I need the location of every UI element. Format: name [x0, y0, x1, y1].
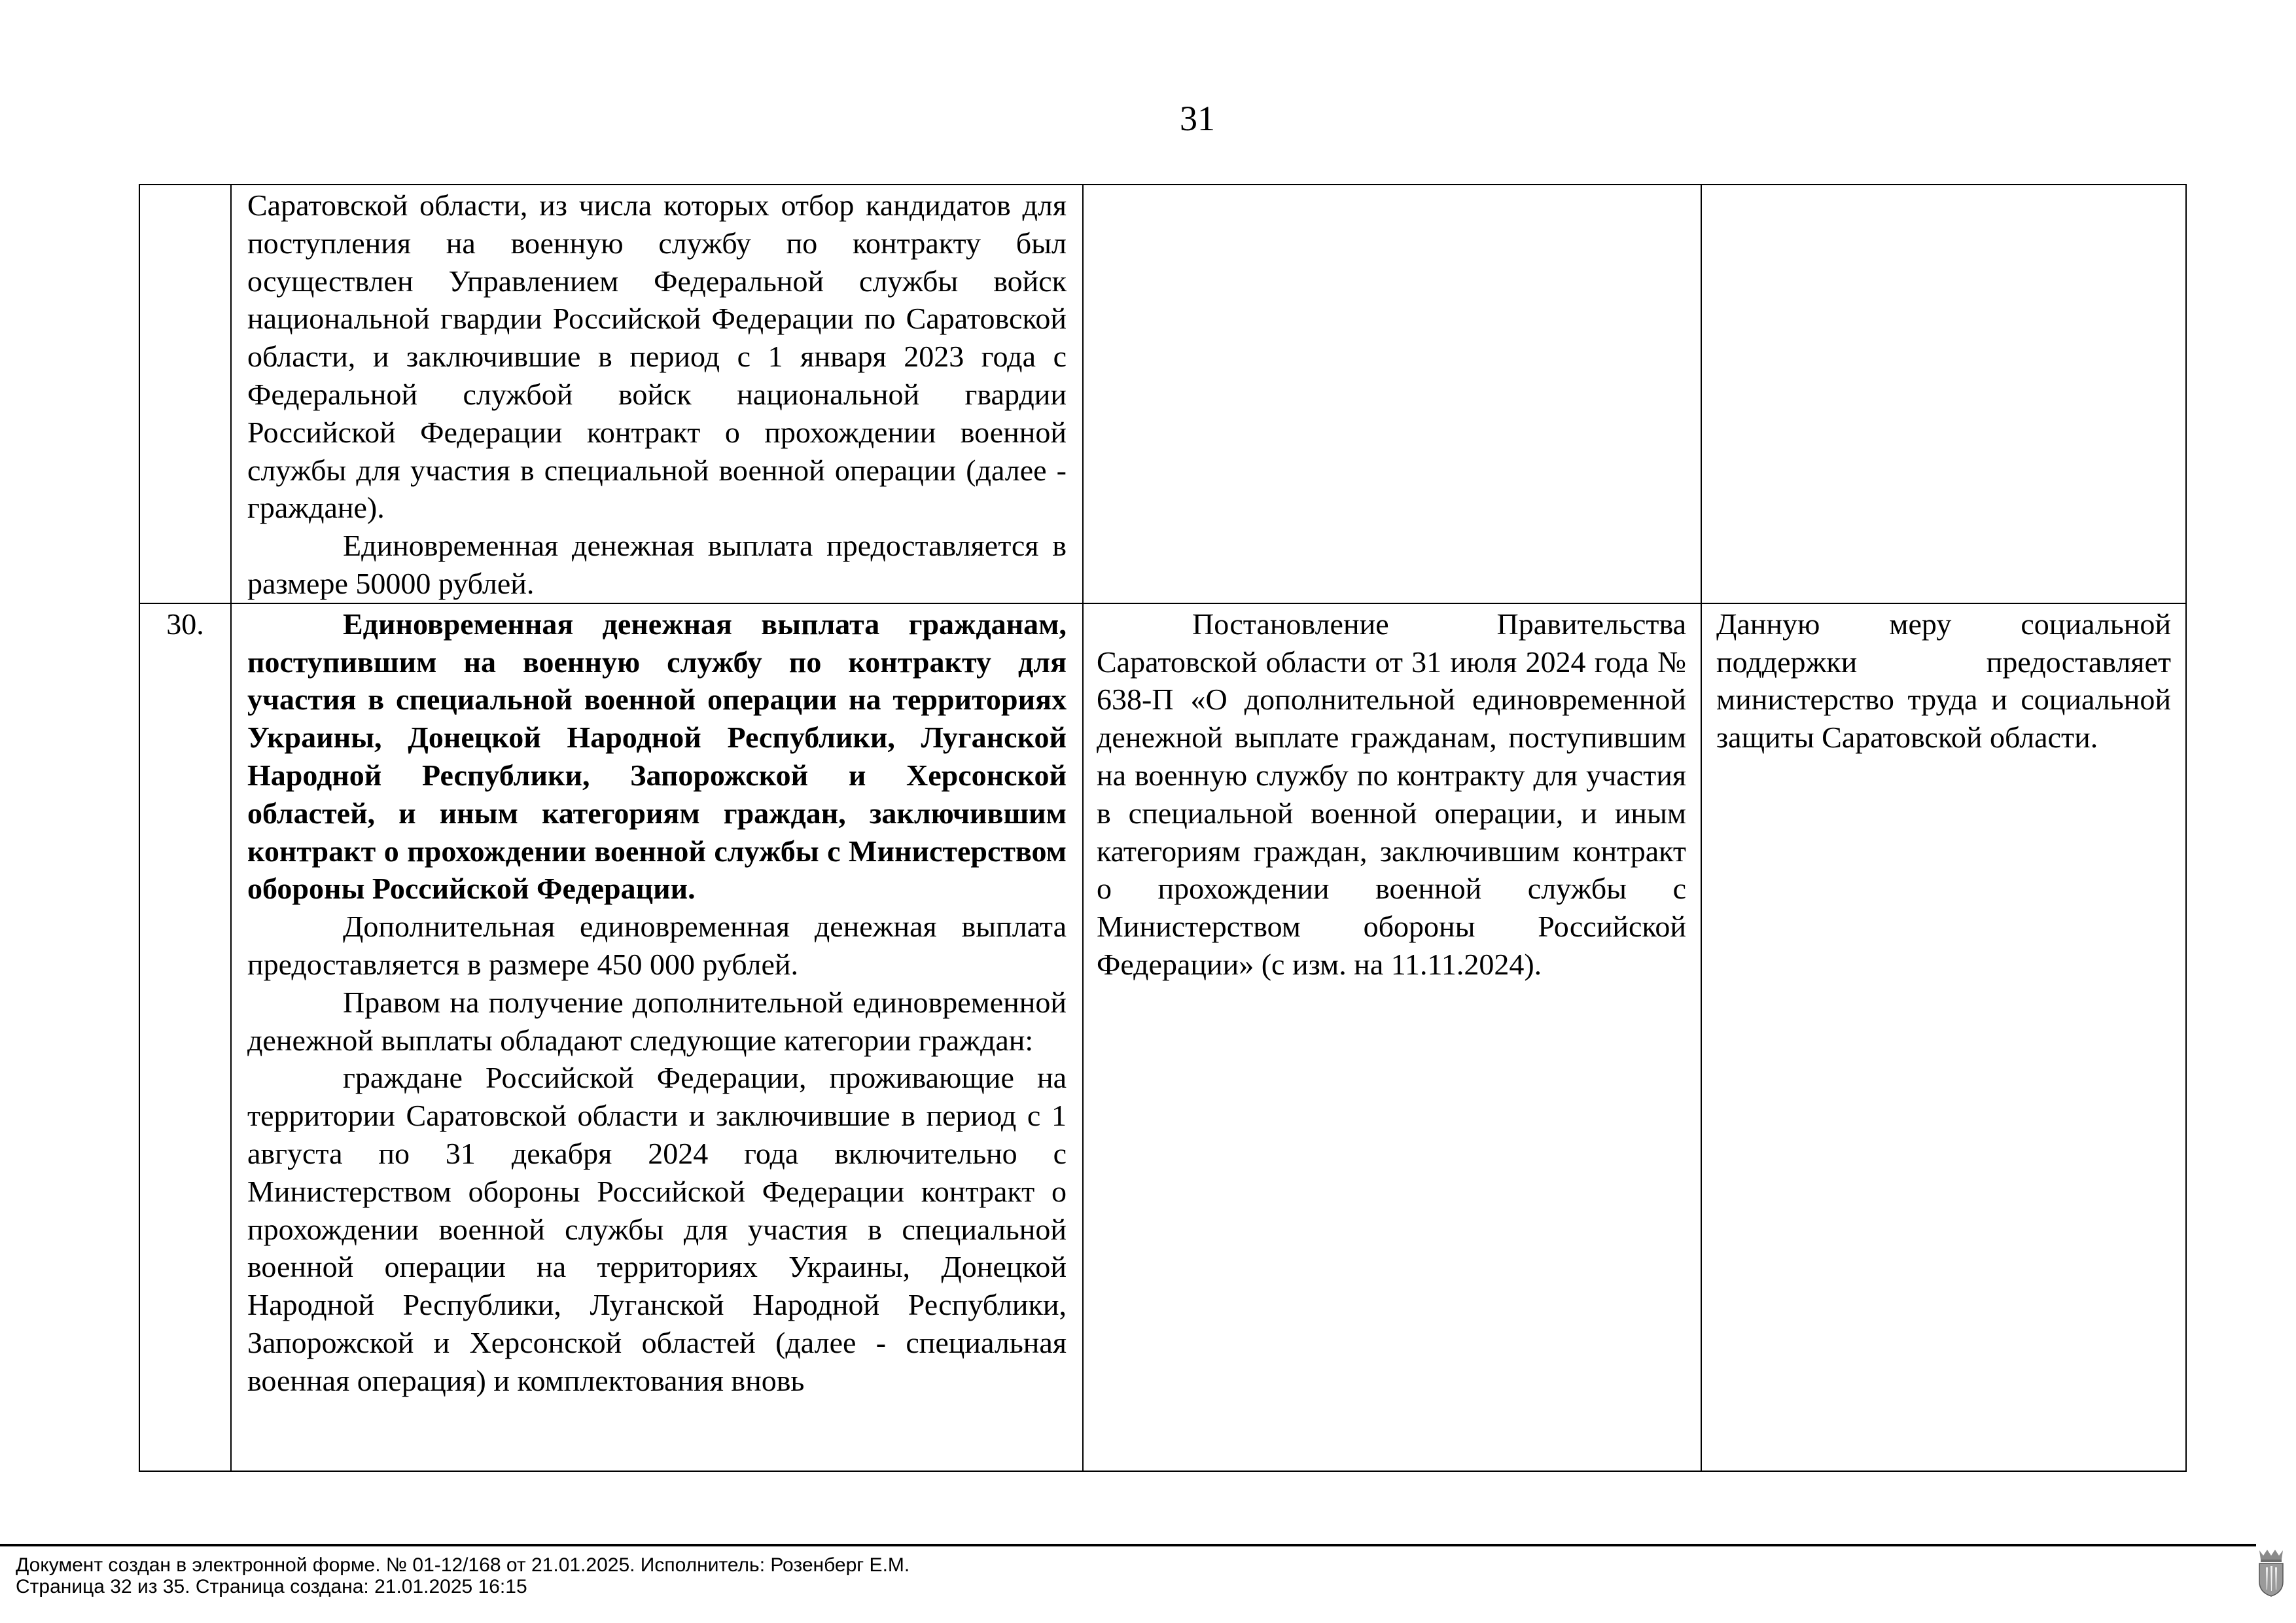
- document-footer: [16, 1554, 910, 1597]
- measure-title: Единовременная денежная выплата гражданам, поступившим на военную службу по контракту для участия в специальной военной операции на территориях Украины, Донецкой Народной Республики, Луганской Народной Республики, Запорожской и Херсонской областей, и иным категориям граждан, заключившим контракт о прохождении военной службы с Министерством обороны Российской Федерации.: [247, 607, 1067, 906]
- description-cell: [231, 603, 1083, 1471]
- table-row: [139, 185, 2186, 603]
- footer-divider: [0, 1544, 2256, 1546]
- table-row: [139, 603, 2186, 1471]
- row-number-cell: 30.: [139, 603, 231, 1471]
- row-number-cell: [139, 185, 231, 603]
- legal-basis-text: Постановление Правительства Саратовской области от 31 июля 2024 года № 638-П «О дополнительной единовременной денежной выплате гражданам, поступившим на военную службу по контракту для участия в специальной военной операции, и иным категориям граждан, заключившим контракт о прохождении военной службы с Министерством обороны Российской Федерации» (с изм. на 11.11.2024).: [1097, 607, 1686, 981]
- description-paragraph: Дополнительная единовременная денежная выплата предоставляется в размере 450 000 рублей.: [247, 910, 1067, 981]
- provider-cell: [1701, 185, 2186, 603]
- description-paragraph: Единовременная денежная выплата предоставляется в размере 50000 рублей.: [247, 529, 1067, 600]
- description-paragraph: Правом на получение дополнительной единовременной денежной выплаты обладают следующие категории граждан:: [247, 985, 1067, 1057]
- description-paragraph: Саратовской области, из числа которых отбор кандидатов для поступления на военную службу по контракту был осуществлен Управлением Федеральной службы войск национальной гвардии Российской Федерации по Саратовской области, и заключившие в период с 1 января 2023 года с Федеральной службой войск национальной гвардии Российской Федерации контракт о прохождении военной службы для участия в специальной военной операции (далее - граждане).: [247, 188, 1067, 525]
- measures-table: [139, 184, 2187, 1472]
- footer-document-info: Документ создан в электронной форме. № 01-12/168 от 21.01.2025. Исполнитель: Розенберг Е.М.: [16, 1554, 910, 1576]
- description-paragraph: граждане Российской Федерации, проживающие на территории Саратовской области и заключившие в период с 1 августа по 31 декабря 2024 года включительно с Министерством обороны Российской Федерации контракт о прохождении военной службы для участия в специальной военной операции на территориях Украины, Донецкой Народной Республики, Луганской Народной Республики, Запорожской и Херсонской областей (далее - специальная военная операция) и комплектования вновь: [247, 1061, 1067, 1397]
- page-number: 31: [1180, 99, 1215, 138]
- provider-cell: [1701, 603, 2186, 1471]
- legal-basis-cell: [1083, 603, 1701, 1471]
- description-cell: [231, 185, 1083, 603]
- provider-text: Данную меру социальной поддержки предоставляет министерство труда и социальной защиты Саратовской области.: [1716, 607, 2171, 755]
- footer-page-info: Страница 32 из 35. Страница создана: 21.01.2025 16:15: [16, 1576, 527, 1597]
- saratov-coat-of-arms-icon: [2255, 1548, 2287, 1597]
- legal-basis-cell: [1083, 185, 1701, 603]
